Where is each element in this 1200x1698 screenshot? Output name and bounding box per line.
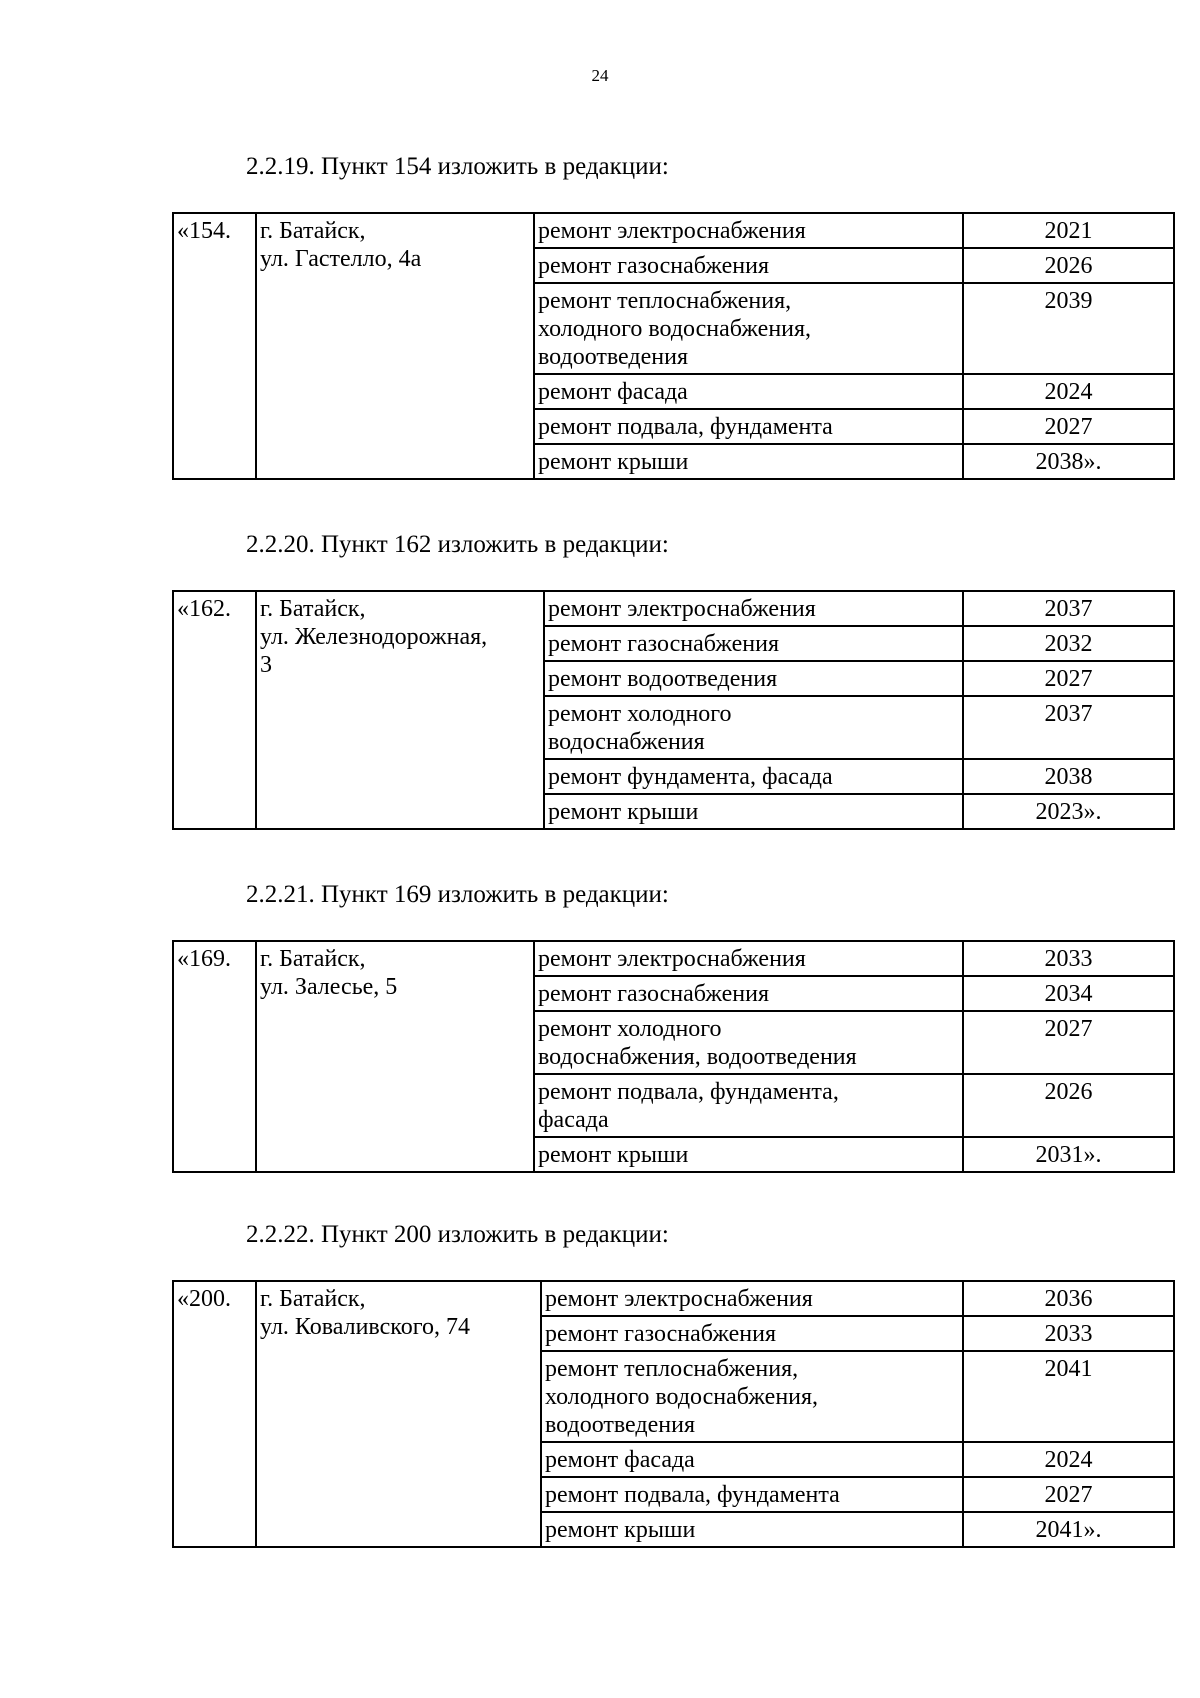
section-heading: 2.2.22. Пункт 200 изложить в редакции:: [246, 1221, 669, 1248]
table-row: [173, 1281, 1174, 1316]
work-type: ремонт холодного водоснабжения, водоотведения: [534, 1011, 963, 1074]
work-type: ремонт фундамента, фасада: [544, 759, 963, 794]
table-row: [173, 213, 1174, 248]
work-year: 2023».: [963, 794, 1174, 829]
work-type: ремонт теплоснабжения, холодного водоснабжения, водоотведения: [541, 1351, 963, 1442]
work-year: 2021: [963, 213, 1174, 248]
work-type: ремонт подвала, фундамента, фасада: [534, 1074, 963, 1137]
work-type: ремонт газоснабжения: [544, 626, 963, 661]
work-year: 2038».: [963, 444, 1174, 479]
works-table: [172, 940, 1175, 1173]
work-type: ремонт газоснабжения: [534, 248, 963, 283]
work-type: ремонт подвала, фундамента: [541, 1477, 963, 1512]
section-heading: 2.2.20. Пункт 162 изложить в редакции:: [246, 531, 669, 558]
work-type: ремонт крыши: [541, 1512, 963, 1547]
work-type: ремонт крыши: [544, 794, 963, 829]
work-type: ремонт теплоснабжения, холодного водоснабжения, водоотведения: [534, 283, 963, 374]
work-type: ремонт фасада: [534, 374, 963, 409]
section-heading: 2.2.19. Пункт 154 изложить в редакции:: [246, 153, 669, 180]
work-year: 2026: [963, 248, 1174, 283]
item-number: «200.: [173, 1281, 256, 1547]
work-type: ремонт газоснабжения: [534, 976, 963, 1011]
work-type: ремонт фасада: [541, 1442, 963, 1477]
item-address: г. Батайск, ул. Коваливского, 74: [256, 1281, 541, 1547]
table-row: [173, 941, 1174, 976]
item-address: г. Батайск, ул. Залесье, 5: [256, 941, 534, 1172]
work-year: 2041: [963, 1351, 1174, 1442]
work-year: 2024: [963, 374, 1174, 409]
work-year: 2034: [963, 976, 1174, 1011]
work-type: ремонт электроснабжения: [541, 1281, 963, 1316]
section-heading: 2.2.21. Пункт 169 изложить в редакции:: [246, 881, 669, 908]
page-number: 24: [591, 66, 609, 85]
work-type: ремонт водоотведения: [544, 661, 963, 696]
work-type: ремонт электроснабжения: [534, 941, 963, 976]
work-year: 2033: [963, 1316, 1174, 1351]
work-year: 2024: [963, 1442, 1174, 1477]
work-year: 2027: [963, 1011, 1174, 1074]
work-year: 2041».: [963, 1512, 1174, 1547]
work-year: 2033: [963, 941, 1174, 976]
work-year: 2037: [963, 591, 1174, 626]
work-type: ремонт холодного водоснабжения: [544, 696, 963, 759]
work-type: ремонт крыши: [534, 1137, 963, 1172]
work-year: 2038: [963, 759, 1174, 794]
work-year: 2027: [963, 661, 1174, 696]
work-type: ремонт газоснабжения: [541, 1316, 963, 1351]
item-address: г. Батайск, ул. Гастелло, 4а: [256, 213, 534, 479]
table-row: [173, 591, 1174, 626]
item-number: «169.: [173, 941, 256, 1172]
works-table: [172, 1280, 1175, 1548]
works-table: [172, 212, 1175, 480]
item-number: «154.: [173, 213, 256, 479]
work-type: ремонт электроснабжения: [534, 213, 963, 248]
work-year: 2027: [963, 409, 1174, 444]
item-address: г. Батайск, ул. Железнодорожная, 3: [256, 591, 544, 829]
work-year: 2032: [963, 626, 1174, 661]
work-year: 2027: [963, 1477, 1174, 1512]
work-year: 2031».: [963, 1137, 1174, 1172]
work-type: ремонт электроснабжения: [544, 591, 963, 626]
works-table: [172, 590, 1175, 830]
work-type: ремонт крыши: [534, 444, 963, 479]
work-year: 2039: [963, 283, 1174, 374]
work-year: 2026: [963, 1074, 1174, 1137]
work-type: ремонт подвала, фундамента: [534, 409, 963, 444]
item-number: «162.: [173, 591, 256, 829]
work-year: 2036: [963, 1281, 1174, 1316]
work-year: 2037: [963, 696, 1174, 759]
